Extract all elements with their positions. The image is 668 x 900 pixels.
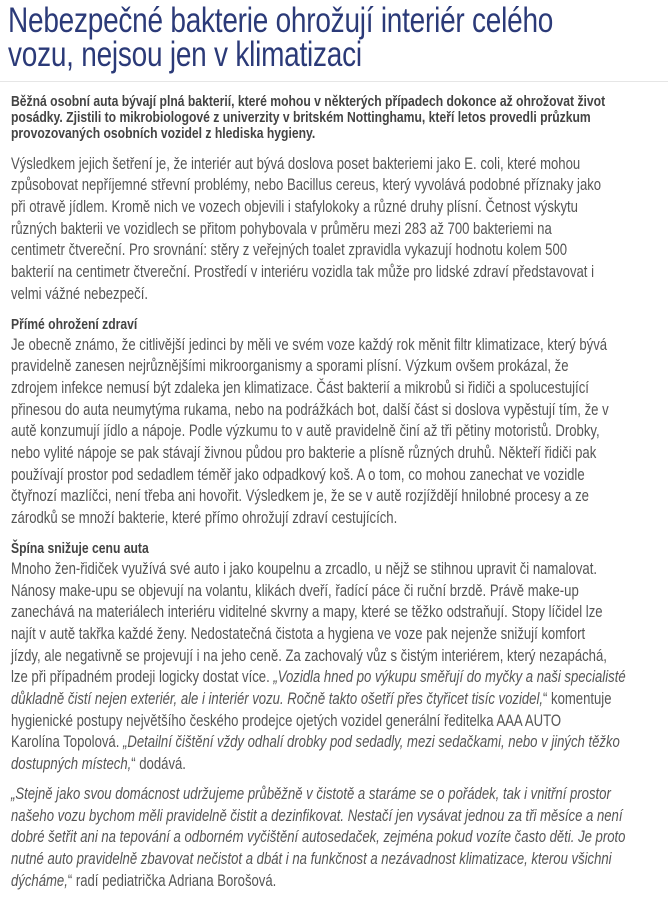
paragraph-line	[11, 335, 659, 357]
article-body	[11, 94, 659, 900]
body-text: zanechává na materiálech interiéru viditelné skvrny a mapy, které se těžko odstraňují. Stopy líčidel lze	[11, 603, 603, 622]
paragraph-line	[11, 806, 659, 828]
body-text: způsobovat nepříjemné střevní problémy, nebo Bacillus cereus, který vyvolává podobné příznaky jako	[11, 176, 602, 195]
paragraph-line	[11, 667, 659, 689]
paragraph-line	[11, 646, 659, 668]
article-paragraph	[11, 538, 659, 776]
body-text: při otravě jídlem. Kromě nich ve vozech objevili i stafylokoky a různé druhy plísní. Četnost výskytu	[11, 198, 578, 217]
body-text: přinesou do auta neumytýma rukama, nebo na podrážkách bot, další část si doslova vypěstují tím, že v	[11, 400, 609, 419]
paragraph-line	[11, 219, 659, 241]
paragraph-line	[11, 240, 659, 262]
paragraph-line	[11, 356, 659, 378]
paragraph-line	[11, 378, 659, 400]
paragraph-line	[11, 871, 659, 893]
title-line: vozu, nejsou jen v klimatizaci	[8, 35, 362, 74]
quote-text: dobré šetřit ani na tepování a odborném vyčištění autosedaček, zejména pokud vozíte často děti. Je proto	[11, 828, 626, 847]
paragraph-line	[11, 197, 659, 219]
body-text: zdrojem infekce nemusí být zdaleka jen klimatizace. Část bakterií a mikrobů si řidiči a spolucestující	[11, 378, 589, 397]
body-text: čtyřnozí mazlíčci, není třeba ani hovořit. Výsledkem je, že se v autě rozjíždějí hnilobné procesy a ze	[11, 487, 589, 506]
article-paragraph	[11, 784, 659, 893]
body-text: Je obecně známo, že citlivější jedinci by měli ve svém voze každý rok měnit filtr klimatizace, který bývá	[11, 335, 608, 354]
article-lead	[11, 94, 659, 143]
quote-text: našeho vozu bychom měli pravidelně čistit a dezinfikovat. Nestačí jen vysávat jednou za tři měsíce a není	[11, 806, 623, 825]
section-heading: Špína snižuje cenu auta	[11, 539, 149, 557]
quote-text: „Vozidla hned po výkupu směřují do myčky a naši specialisté	[273, 668, 626, 687]
article-paragraph	[11, 154, 659, 306]
paragraph-line	[11, 284, 659, 306]
body-text: Nánosy make-upu se objevují na volantu, klikách dveří, řadící páce či ruční brzdě. Právě make-up	[11, 581, 579, 600]
paragraph-line	[11, 465, 659, 487]
body-text: “ radí pediatrička Adriana Borošová.	[67, 871, 277, 890]
lead-line: Běžná osobní auta bývají plná bakterií, které mohou v některých případech dokonce až ohrožovat život	[11, 93, 606, 110]
paragraph-line	[11, 559, 659, 581]
section-heading: Přímé ohrožení zdraví	[11, 315, 138, 333]
body-text: velmi vážné nebezpečí.	[11, 284, 149, 303]
quote-text: „Detailní čištění vždy odhalí drobky pod sedadly, mezi sedačkami, nebo v jiných těžko	[123, 733, 620, 752]
paragraph-line	[11, 508, 659, 530]
lead-line: provozovaných osobních vozidel z hlediska hygieny.	[11, 125, 316, 143]
quote-text: „Stejně jako svou domácnost udržujeme průběžně v čistotě a staráme se o pořádek, tak i vnitřní prostor	[11, 784, 611, 803]
paragraph-line	[11, 175, 659, 197]
paragraph-line	[11, 421, 659, 443]
paragraph-line	[11, 624, 659, 646]
quote-text: dýcháme,	[11, 871, 68, 890]
divider	[0, 81, 668, 82]
body-text: zárodků se množí bakterie, které přímo ohrožují zdraví cestujících.	[11, 509, 398, 528]
paragraph-line	[11, 784, 659, 806]
quote-text: důkladně čistí nejen exteriér, ale i interiér vozu. Ročně takto ošetří přes čtyřicet tisíc vozidel,	[11, 690, 544, 709]
paragraph-line	[11, 754, 659, 776]
body-text: centimetr čtvereční. Pro srovnání: stěry z veřejných toalet zpravidla vykazují hodnotu kolem 500	[11, 241, 568, 260]
body-text: “ dodává.	[131, 755, 186, 774]
body-text: Mnoho žen-řidiček využívá své auto i jako koupelnu a zrcadlo, u nějž se stihnou upravit či namalovat.	[11, 559, 597, 578]
body-text: autě konzumují jídlo a nápoje. Podle výzkumu to v autě pravidelně činí až tři pětiny motoristů. Drobky,	[11, 422, 600, 441]
paragraph-line	[11, 486, 659, 508]
body-text: různých bakterii ve vozidlech se přitom pohybovala v průměru mezi 283 až 700 bakteriemi na	[11, 219, 552, 238]
paragraph-line	[11, 689, 659, 711]
body-text: najít v autě takřka každé ženy. Nedostatečná čistota a hygiena ve voze pak nejenže snižují komfort	[11, 624, 586, 643]
body-text: pravidelně zanesen nejrůznějšími mikroorganismy a sporami plísní. Výzkum ovšem prokázal, že	[11, 357, 569, 376]
title-line: Nebezpečné bakterie ohrožují interiér celého	[8, 1, 554, 40]
paragraph-line	[11, 711, 659, 733]
paragraph-line	[11, 262, 659, 284]
paragraph-line	[11, 154, 659, 176]
paragraph-line	[11, 400, 659, 422]
lead-line: posádky. Zjistili to mikrobiologové z univerzity v britském Nottinghamu, kteří letos provedli průzkum	[11, 109, 591, 127]
paragraph-line	[11, 602, 659, 624]
body-text: nebo vylité nápoje se pak stávají živnou půdou pro bakterie a plísně různých druhů. Někteří řidiči pak	[11, 444, 597, 463]
article-title	[8, 1, 668, 74]
paragraph-line	[11, 849, 659, 871]
article-paragraphs	[11, 154, 659, 893]
body-text: hygienické postupy největšího českého prodejce ojetých vozidel generální ředitelka AAA AUTO	[11, 711, 562, 730]
paragraph-line	[11, 732, 659, 754]
paragraph-line	[11, 443, 659, 465]
quote-text: nutné auto pravidelně zbavovat nečistot a dbát i na funkčnost a nezávadnost klimatizace, kterou všichni	[11, 850, 612, 868]
article-paragraph	[11, 314, 659, 530]
body-text: jízdy, ale negativně se projevují i na jeho ceně. Za zachovalý vůz s čistým interiérem, který nezapáchá,	[11, 646, 607, 665]
body-text: “ komentuje	[543, 690, 612, 709]
paragraph-line	[11, 827, 659, 849]
body-text: používají prostor pod sedadlem téměř jako odpadkový koš. A o tom, co mohou zanechat ve vozidle	[11, 465, 585, 484]
paragraph-line	[11, 581, 659, 603]
body-text: Karolína Topolová.	[11, 733, 124, 752]
body-text: lze při případném prodeji logicky dostat více.	[11, 668, 274, 687]
body-text: Výsledkem jejich šetření je, že interiér aut bývá doslova poset bakteriemi jako E. coli, které mohou	[11, 154, 581, 173]
body-text: bakterií na centimetr čtvereční. Prostředí v interiéru vozidla tak může pro lidské zdraví představovat i	[11, 263, 595, 282]
quote-text: dostupných místech,	[11, 755, 132, 774]
